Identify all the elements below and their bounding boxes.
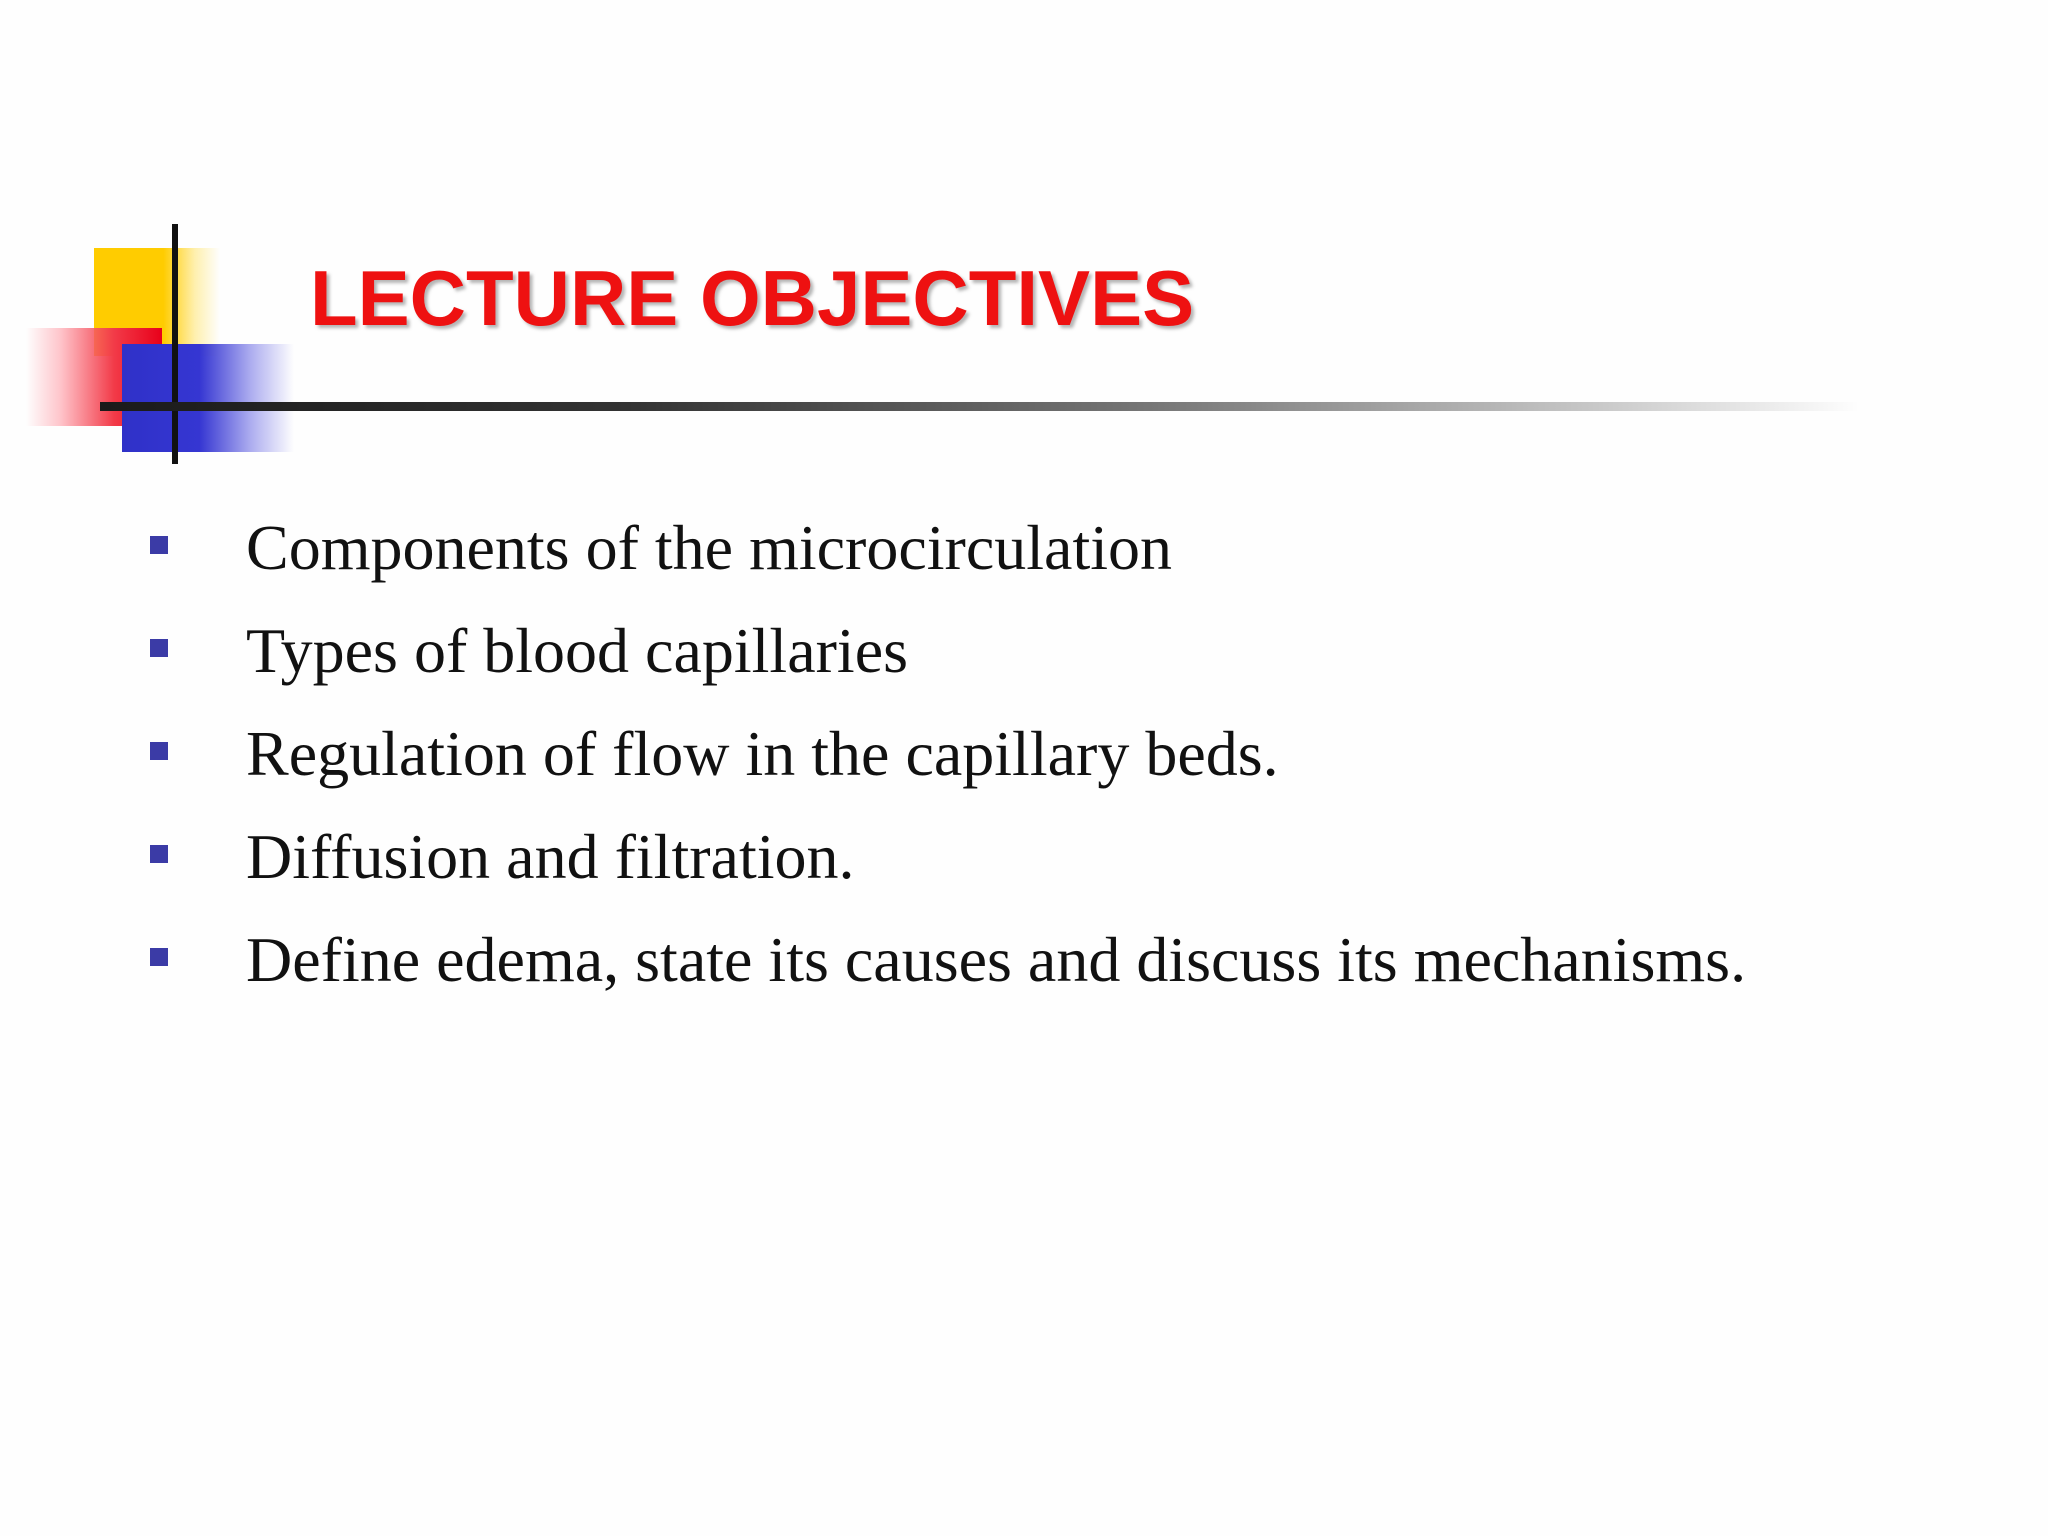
list-item-text: Define edema, state its causes and discuss its mechanisms.: [246, 924, 1747, 995]
square-bullet-icon: [150, 536, 168, 554]
list-item-text: Diffusion and filtration.: [246, 821, 855, 892]
square-bullet-icon: [150, 845, 168, 863]
list-item-text: Regulation of flow in the capillary beds.: [246, 718, 1279, 789]
list-item: [0, 611, 2048, 714]
square-bullet-icon: [150, 948, 168, 966]
list-item: [0, 508, 2048, 611]
list-item-text: Types of blood capillaries: [246, 615, 908, 686]
objectives-list: [0, 508, 2048, 1023]
list-item: [0, 920, 2048, 1023]
list-item-text: Components of the microcirculation: [246, 512, 1172, 583]
list-item: [0, 714, 2048, 817]
square-bullet-icon: [150, 742, 168, 760]
decorative-blue-square: [122, 344, 294, 452]
list-item: [0, 817, 2048, 920]
title-underline: [100, 402, 1860, 411]
decorative-vertical-line: [172, 224, 178, 464]
square-bullet-icon: [150, 639, 168, 657]
slide-title: LECTURE OBJECTIVES: [310, 254, 1195, 342]
